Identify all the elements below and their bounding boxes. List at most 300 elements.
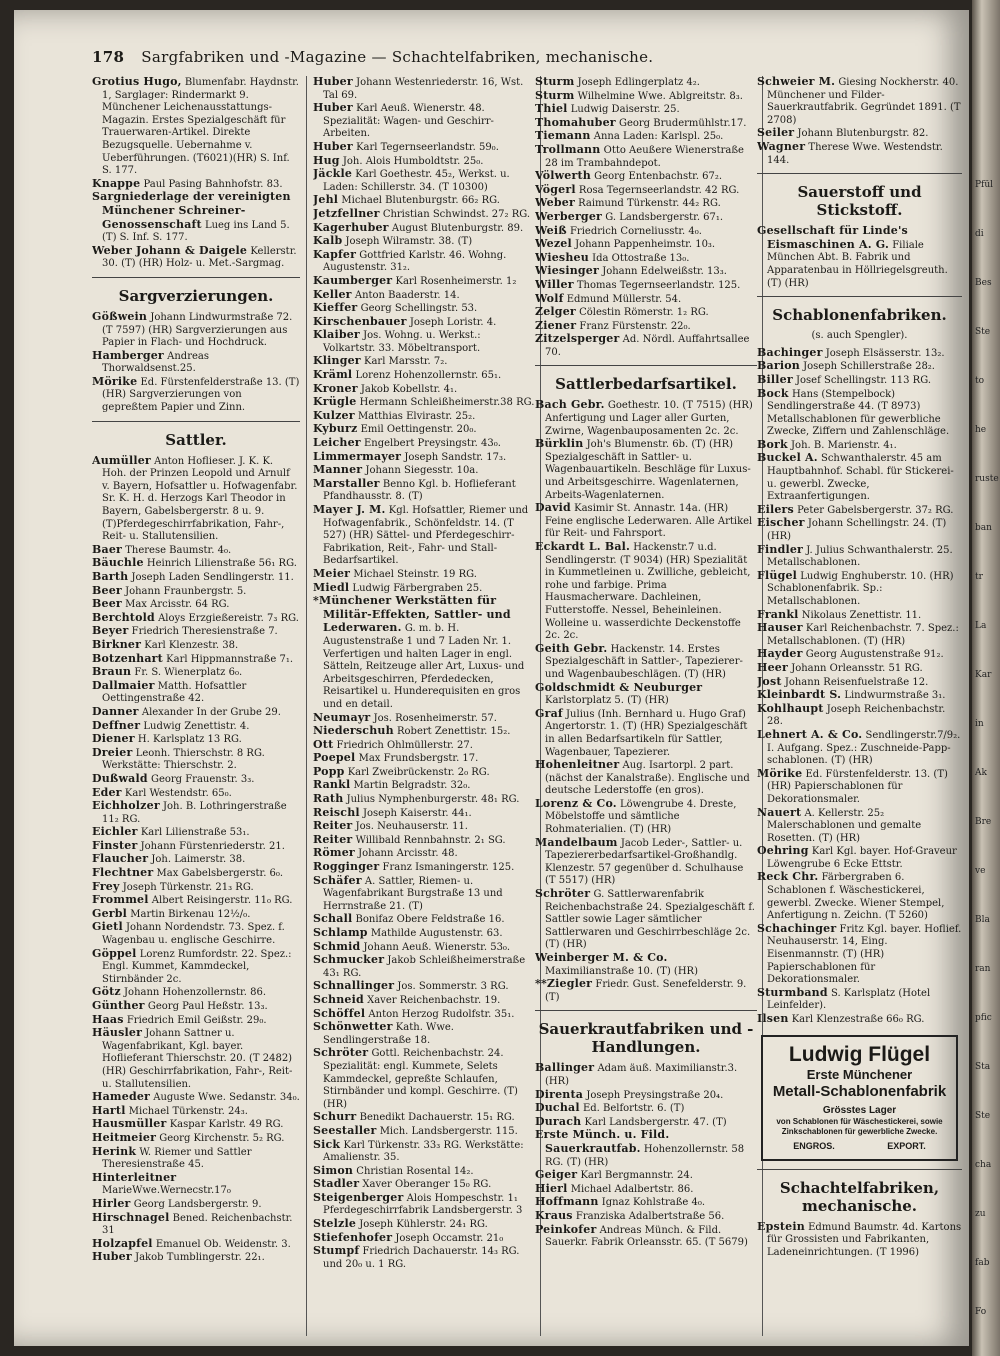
directory-entry <box>92 1118 300 1132</box>
entry-details: Raimund Türkenstr. 44₂ RG. <box>578 198 721 210</box>
directory-entry <box>92 1027 300 1091</box>
directory-entry <box>313 820 535 834</box>
entry-name: Römer <box>313 846 355 860</box>
entry-details: Georg Entenbachstr. 67₂. <box>594 171 723 183</box>
entry-name: Limmermayer <box>313 449 402 463</box>
directory-entry <box>535 399 757 438</box>
entry-details: Max Arcisstr. 64 RG. <box>125 599 230 611</box>
entry-details: Michael Blutenburgstr. 66₂ RG. <box>341 195 500 207</box>
directory-entry <box>313 941 535 955</box>
edge-fragment: Kar <box>975 670 992 680</box>
edge-fragment: ve <box>975 866 986 876</box>
entry-details: A. Kellerstr. 25₂ Malerschablonen und gemalte Rosetten. (T) (HR) <box>767 807 922 844</box>
directory-entry <box>313 927 535 941</box>
edge-fragment: Fo <box>975 1307 987 1317</box>
entry-details: Joseph Edlingerplatz 4₂. <box>577 77 700 88</box>
entry-details: Michael Türkenstr. 24₃. <box>128 1105 248 1117</box>
ad-footer-right: EXPORT. <box>887 1141 926 1152</box>
entry-details: Karl Goethestr. 45₂, Werkst. u. Laden: Schillerstr. 34. (T 10300) <box>323 169 510 193</box>
edge-fragment: fab <box>975 1258 990 1268</box>
directory-entry <box>313 779 535 793</box>
directory-entry <box>313 595 535 711</box>
directory-entry <box>92 1132 300 1146</box>
entry-name: Zitzelsperger <box>535 332 620 346</box>
entry-name: Bäuchle <box>92 556 144 570</box>
entry-details: Joseph Preysingstraße 20₄. <box>586 1089 724 1101</box>
entry-name: Thomahuber <box>535 115 616 129</box>
entry-details: H. Karlsplatz 13 RG. <box>137 734 242 746</box>
entry-name: Kalb <box>313 234 343 248</box>
directory-entry <box>92 1172 300 1198</box>
entry-details: Aloys Erzgießereistr. 7₃ RG. <box>158 612 299 624</box>
entry-details: Ignaz Kohlstraße 4₀. <box>601 1197 706 1209</box>
directory-entry <box>92 1014 300 1028</box>
entry-name: Bach Gebr. <box>535 398 605 412</box>
section-heading: Schachtelfabriken, mechanische. <box>779 1178 940 1215</box>
directory-entry <box>313 355 535 369</box>
directory-entry <box>535 130 757 144</box>
edge-fragment: Ak <box>975 768 987 778</box>
entry-name: Jetzfellner <box>313 206 380 220</box>
entry-name: Mörike <box>757 766 803 780</box>
entry-name: Frankl <box>757 607 799 621</box>
entry-name: Huber <box>313 101 353 115</box>
entry-details: Alois Hompeschstr. 1₁ Pferdegeschirrfabrik Landsbergerstr. 3 <box>323 1192 523 1217</box>
entry-details: Joseph Reichenbachstr. 28. <box>767 703 946 728</box>
entry-details: Edmund Müllerstr. 54. <box>566 293 682 305</box>
entry-name: Schröter <box>535 887 591 901</box>
entry-details: Georg Brudermühlstr.17. <box>618 117 747 129</box>
entry-details: Hermann Schleißheimerstr.38 RG. <box>359 397 535 409</box>
entry-name: Kagerhuber <box>313 220 389 234</box>
entry-details: Joh. B. Marienstr. 4₁. <box>791 439 897 451</box>
directory-entry <box>535 438 757 502</box>
entry-details: Johann Orleansstr. 51 RG. <box>791 662 923 674</box>
directory-entry <box>757 127 962 141</box>
entry-details: Karl Kgl. bayer. Hof-Graveur Löwengrube 6 Ecke Ettstr. <box>767 846 957 870</box>
entry-name: Ballinger <box>535 1061 595 1075</box>
entry-details: G. Landsbergerstr. 67₁. <box>605 211 724 223</box>
directory-entry <box>313 369 535 383</box>
directory-entry <box>757 689 962 703</box>
section-heading: Sauerkrautfabriken und -Handlungen. <box>538 1020 754 1057</box>
entry-details: Edmund Baumstr. 4d. Kartons für Grossisten und Fabrikanten, Ladeneinrichtungen. (T 1996) <box>767 1221 962 1258</box>
entry-details: Paul Pasing Bahnhofstr. 83. <box>143 178 283 190</box>
directory-entry <box>92 1198 300 1212</box>
entry-name: Wagner <box>757 139 806 153</box>
entry-details: Johann Hohenzollernstr. 86. <box>124 987 266 999</box>
adjacent-page-edge <box>972 0 1000 1356</box>
directory-entry <box>535 333 757 359</box>
edge-fragment: Ste <box>975 1111 991 1121</box>
entry-details: Johann Pappenheimstr. 10₃. <box>575 239 716 251</box>
directory-entry <box>92 311 300 350</box>
entry-name: David <box>535 501 571 515</box>
entry-name: Flechtner <box>92 866 154 880</box>
entry-details: Joseph Loristr. 4. <box>409 316 497 328</box>
entry-name: Biller <box>757 372 793 386</box>
directory-entry <box>757 807 962 846</box>
edge-fragment: Bre <box>975 817 992 827</box>
edge-fragment: ruste <box>975 474 999 484</box>
entry-details: Lueg ins Land 5. (T) S. Inf. S. 177. <box>102 219 290 244</box>
entry-details: Willibald Rennbahnstr. 2₁ SG. <box>355 834 506 846</box>
entry-details: Aug. Isartorpl. 2 part. (nächst der Kanalstraße). Englische und deutsche Lederstoffe (en gros). <box>545 760 750 797</box>
section-heading: Schablonenfabriken. <box>772 306 947 325</box>
ad-business-type: Metall-Schablonenfabrik <box>772 1082 947 1100</box>
entry-details: Karl Klenzestraße 66₀ RG. <box>791 1014 925 1025</box>
directory-entry <box>313 1245 535 1271</box>
directory-entry <box>92 178 300 192</box>
entry-name: Flügel <box>757 568 798 582</box>
directory-entry <box>313 766 535 780</box>
ad-footer <box>767 1140 952 1153</box>
entry-details: Friedrich Ohlmüllerstr. 27. <box>336 739 473 751</box>
entry-details: Ad. Nördl. Auffahrtsallee 70. <box>545 334 750 358</box>
directory-entry <box>535 1062 757 1088</box>
directory-entry <box>313 76 535 102</box>
entry-details: Joh. Alois Humboldtstr. 25₀. <box>342 155 484 167</box>
entry-details: Jos. Sommerstr. 3 RG. <box>397 981 509 993</box>
directory-entry <box>313 1111 535 1125</box>
entry-name: Oehring <box>757 844 809 858</box>
entry-details: Leonh. Thierschstr. 8 RG. Werkstätte: Thierschstr. 2. <box>102 747 265 772</box>
entry-name: Völwerth <box>535 169 591 183</box>
directory-entry <box>313 275 535 289</box>
entry-details: Johann Fürstenriederstr. 21. <box>140 840 285 852</box>
edge-fragment: cha <box>975 1160 992 1170</box>
entry-details: Julius Nymphenburgerstr. 48₁ RG. <box>346 794 520 806</box>
entry-name: Kirschenbauer <box>313 314 407 328</box>
entry-details: Otto Aeußere Wienerstraße 28 im Trambahndepot. <box>545 144 744 169</box>
entry-name: Stadler <box>313 1177 360 1191</box>
directory-entry <box>313 155 535 169</box>
entry-details: Mich. Landsbergerstr. 115. <box>379 1125 518 1137</box>
directory-entry <box>313 1021 535 1047</box>
entry-details: Joseph Kühlerstr. 24₁ RG. <box>359 1219 488 1231</box>
entry-details: Kgl. Hofsattler, Riemer und Hofwagenfabrik., Schönfeldstr. 14. (T 527) (HR) Sättel- und Pferdegeschirr-Fabrikation, Reit-, Fahr- und Stall-Bedarfsartikel. <box>323 505 529 567</box>
entry-name: Durach <box>535 1114 582 1128</box>
entry-name: Sturmband <box>757 985 828 999</box>
entry-details: Joh. B. Lothringerstraße 11₂ RG. <box>102 801 287 825</box>
entry-name: Haas <box>92 1012 124 1026</box>
directory-entry <box>313 1218 535 1232</box>
entry-name: Sargniederlage der vereinigten Münchener Schreiner-Genossenschaft <box>92 190 291 231</box>
directory-entry <box>535 144 757 170</box>
entry-name: *Münchener Werkstätten für Militär-Effekten, Sattler- und Lederwaren. <box>313 594 511 635</box>
section-rule <box>757 1169 962 1170</box>
directory-entry <box>92 612 300 626</box>
entry-name: Wezel <box>535 237 572 251</box>
entry-name: Reischl <box>313 805 360 819</box>
entry-name: Dallmaier <box>92 678 155 692</box>
directory-entry <box>92 557 300 571</box>
entry-name: Findler <box>757 542 804 556</box>
directory-entry <box>757 439 962 453</box>
entry-details: S. Karlsplatz (Hotel Leinfelder). <box>767 987 931 1012</box>
entry-details: Anton Baaderstr. 14. <box>354 289 460 301</box>
entry-name: Hierl <box>535 1181 568 1195</box>
entry-details: Sendlingerstr.7/9₂. I. Aufgang. Spez.: Zuschneide-Papp-schablonen. (T) (HR) <box>767 729 961 767</box>
entry-details: Hans (Stempelbock) Sendlingerstraße 44. (T 8973) Metallschablonen für gewerbliche Zwecke, Ziffern und Zahlenschläge. <box>767 388 950 438</box>
directory-entry <box>535 1224 757 1250</box>
directory-entry <box>313 208 535 222</box>
entry-name: Kulzer <box>313 408 355 422</box>
entry-details: Rosa Tegernseerlandstr. 42 RG. <box>578 184 740 196</box>
directory-entry <box>313 807 535 821</box>
entry-name: Flaucher <box>92 852 149 866</box>
directory-entry <box>535 265 757 279</box>
directory-entry <box>757 703 962 729</box>
directory-entry <box>757 871 962 922</box>
directory-entry <box>313 194 535 208</box>
entry-details: Karlstorplatz 5. (T) (HR) <box>545 695 669 707</box>
directory-entry <box>313 994 535 1008</box>
directory-entry <box>535 1169 757 1183</box>
directory-entry <box>92 653 300 667</box>
entry-name: Schmid <box>313 939 361 953</box>
entry-name: Mandelbaum <box>535 835 618 849</box>
directory-entry <box>313 980 535 994</box>
entry-details: Karl Rosenheimerstr. 1₂ <box>395 275 517 287</box>
directory-entry <box>313 1232 535 1246</box>
entry-details: Michael Steinstr. 19 RG. <box>353 568 477 580</box>
entry-details: August Blutenburgstr. 89. <box>391 222 524 234</box>
section-rule <box>92 277 300 278</box>
entry-name: Bock <box>757 386 789 400</box>
directory-entry <box>313 302 535 316</box>
directory-entry <box>313 222 535 236</box>
directory-entry <box>92 1212 300 1238</box>
directory-entry <box>92 747 300 773</box>
entry-name: Klaiber <box>313 328 360 342</box>
directory-entry <box>92 191 300 244</box>
directory-entry <box>92 800 300 826</box>
directory-entry <box>535 238 757 252</box>
entry-details: Xaver Reichenbachstr. 19. <box>367 994 501 1006</box>
entry-name: Götz <box>92 985 121 999</box>
directory-entry <box>313 316 535 330</box>
entry-name: Gerbl <box>92 906 128 920</box>
edge-fragment: Pfül <box>975 180 994 190</box>
entry-name: Bachinger <box>757 345 823 359</box>
section-note: (s. auch Spengler). <box>811 330 908 342</box>
entry-name: Schurr <box>313 1110 357 1124</box>
entry-name: Geith Gebr. <box>535 641 608 655</box>
entry-details: Johann Nordendstr. 73. Spez. f. Wagenbau u. englische Geschirre. <box>102 922 285 947</box>
column-4 <box>757 76 962 1341</box>
directory-entry <box>535 1089 757 1103</box>
directory-entry <box>535 978 757 1004</box>
entry-details: Karl Reichenbachstr. 7. Spez.: Metallschablonen. (T) (HR) <box>767 623 959 647</box>
directory-entry <box>535 76 757 90</box>
directory-entry <box>757 570 962 609</box>
entry-details: Joseph Schillerstraße 28₂. <box>803 361 935 373</box>
directory-entry <box>92 733 300 747</box>
entry-name: Simon <box>313 1163 354 1177</box>
entry-details: Johann Arcisstr. 48. <box>358 848 458 860</box>
directory-entry <box>92 706 300 720</box>
entry-name: Rogginger <box>313 860 380 874</box>
entry-details: Therese Baumstr. 4₀. <box>125 544 232 556</box>
entry-name: Epstein <box>757 1219 805 1233</box>
column-2 <box>313 76 535 1341</box>
entry-name: Leicher <box>313 436 361 450</box>
entry-name: Nauert <box>757 805 802 819</box>
entry-details: Cölestin Römerstr. 1₂ RG. <box>579 307 709 319</box>
entry-details: Fritz Kgl. bayer. Hoflief. Neuhauserstr. 14, Eing. Eisenmannstr. (T) (HR) Papierschablonen für Dekorationsmaler. <box>767 923 962 986</box>
entry-details: Friedrich Theresienstraße 7. <box>131 626 278 638</box>
entry-name: Ott <box>313 737 334 751</box>
ad-description: von Schablonen für Wäschestickerei, sowie Zinkschablonen für gewerbliche Zwecke. <box>776 1117 943 1137</box>
directory-entry <box>535 952 757 978</box>
directory-entry <box>313 954 535 980</box>
directory-entry <box>757 544 962 570</box>
entry-name: Gößwein <box>92 309 148 323</box>
directory-entry <box>92 948 300 987</box>
entry-details: Jos. Neuhauserstr. 11. <box>355 821 468 833</box>
entry-name: Huber <box>313 139 353 153</box>
directory-entry <box>313 861 535 875</box>
directory-entry <box>92 376 300 415</box>
directory-entry <box>313 249 535 275</box>
entry-name: Bürklin <box>535 437 584 451</box>
entry-details: Andreas Münch. & Fild. Sauerkr. Fabrik Orleansstr. 65. (T 5679) <box>545 1224 748 1249</box>
entry-name: Lorenz & Co. <box>535 796 617 810</box>
entry-details: Jos. Wohng. u. Werkst.: Volkartstr. 33. Möbeltransport. <box>323 330 481 354</box>
directory-entry <box>535 320 757 334</box>
entry-name: Schröter <box>313 1046 369 1060</box>
entry-details: Julius (Inh. Bernhard u. Hugo Graf) Angertorstr. 1. (T) (HR) Spezialgeschäft in allen Bedarfsartikeln für Sattler, Wagenbauer, Tapezierer. <box>545 708 748 758</box>
directory-entry <box>757 648 962 662</box>
entry-details: W. Riemer und Sattler Theresienstraße 45. <box>102 1146 252 1171</box>
entry-name: Danner <box>92 704 139 718</box>
directory-entry <box>757 676 962 690</box>
entry-details: Ludwig Färbergraben 25. <box>352 582 483 594</box>
directory-entry <box>92 455 300 544</box>
directory-entry <box>313 102 535 141</box>
directory-entry <box>92 571 300 585</box>
entry-details: Schwanthalerstr. 45 am Hauptbahnhof. Schabl. für Stickerei- u. gewerbl. Zwecke, Extraanfertigungen. <box>767 453 954 503</box>
entry-name: Häusler <box>92 1026 143 1040</box>
entry-details: Anton Herzog Rudolfstr. 35₁. <box>368 1008 515 1020</box>
directory-entry <box>92 625 300 639</box>
edge-fragment: Bla <box>975 915 990 925</box>
entry-details: Karl Hippmannstraße 7₁. <box>166 653 294 665</box>
entry-name: Schönwetter <box>313 1020 393 1034</box>
entry-name: Schweier M. <box>757 76 836 88</box>
directory-entry <box>92 986 300 1000</box>
entry-name: Seestaller <box>313 1123 377 1137</box>
entry-name: Vögerl <box>535 182 576 196</box>
entry-name: Weber <box>535 196 575 210</box>
directory-entry <box>535 252 757 266</box>
edge-fragment: Bes <box>975 278 992 288</box>
directory-entry <box>313 834 535 848</box>
directory-entry <box>92 720 300 734</box>
entry-name: Beer <box>92 597 122 611</box>
entry-name: Huber <box>92 1250 132 1264</box>
directory-entry <box>757 1013 962 1027</box>
entry-name: Wiesinger <box>535 264 599 278</box>
directory-entry <box>92 76 300 178</box>
entry-name: Herink <box>92 1144 137 1158</box>
entry-name: Rankl <box>313 778 351 792</box>
entry-name: Marstaller <box>313 476 380 490</box>
directory-entry <box>313 423 535 437</box>
directory-entry <box>313 1139 535 1165</box>
directory-entry <box>313 464 535 478</box>
entry-details: Emil Oettingenstr. 20₀. <box>360 424 477 436</box>
directory-entry <box>535 293 757 307</box>
entry-name: Gietl <box>92 920 123 934</box>
entry-name: Klinger <box>313 354 361 368</box>
directory-entry <box>92 598 300 612</box>
entry-details: Christian Schwindst. 27₂ RG. <box>382 208 531 220</box>
entry-details: Goethestr. 10. (T 7515) (HR) Anfertigung und Lager aller Gurten, Zwirne, Wagenbauposamenten 2c. 2c. <box>545 400 753 437</box>
entry-details: Ida Ottostraße 13₀. <box>592 252 690 264</box>
ad-company-name: Ludwig Flügel <box>788 1042 931 1066</box>
entry-name: Heitmeier <box>92 1130 157 1144</box>
directory-entry <box>92 680 300 706</box>
directory-page <box>14 10 969 1346</box>
entry-name: Thiel <box>535 102 568 116</box>
section-rule <box>757 296 962 297</box>
directory-entry <box>535 170 757 184</box>
entry-details: Jakob Kobellstr. 4₁. <box>360 383 458 395</box>
directory-entry <box>92 908 300 922</box>
directory-entry <box>535 1183 757 1197</box>
directory-entry <box>757 729 962 768</box>
directory-entry <box>313 1125 535 1139</box>
entry-details: Kasimir St. Annastr. 14a. (HR) Feine englische Lederwaren. Alle Artikel für Reit- und Fahrsport. <box>545 503 753 540</box>
edge-fragment: to <box>975 376 985 386</box>
entry-name: Mayer J. M. <box>313 503 386 516</box>
entry-details: Friedrich Corneliusstr. 4₀. <box>569 225 702 237</box>
edge-fragment: ban <box>975 523 992 533</box>
entry-name: Botzenhart <box>92 651 163 665</box>
entry-details: Joseph Wilramstr. 38. (T) <box>345 236 473 248</box>
directory-entry <box>92 1105 300 1119</box>
section-rule <box>535 1010 757 1011</box>
directory-entry <box>313 568 535 582</box>
directory-entry <box>757 768 962 807</box>
entry-name: Eischer <box>757 516 805 530</box>
directory-entry <box>757 388 962 439</box>
entry-details: Friedr. Gust. Senefelderstr. 9. (T) <box>545 979 747 1003</box>
entry-name: Eichholzer <box>92 799 160 813</box>
entry-name: Stumpf <box>313 1244 360 1258</box>
entry-name: Kohlhaupt <box>757 701 824 715</box>
entry-name: Kapfer <box>313 247 357 261</box>
entry-details: Karl Tegernseerlandstr. 59₀. <box>356 141 499 153</box>
directory-entry <box>535 197 757 211</box>
entry-name: Poepel <box>313 751 356 765</box>
entry-details: Karl Landsbergerstr. 47. (T) <box>584 1116 727 1128</box>
entry-details: Martin Birkenau 12½/₀. <box>130 908 251 920</box>
directory-entry <box>92 350 300 376</box>
entry-details: Lorenz Hohenzollernstr. 65₁. <box>355 370 502 382</box>
edge-fragment: zu <box>975 1209 986 1219</box>
directory-entry <box>92 245 300 271</box>
entry-name: Eder <box>92 785 122 799</box>
directory-entry <box>313 1165 535 1179</box>
column-divider <box>306 76 307 1336</box>
directory-entry <box>92 639 300 653</box>
entry-details: Ludwig Enghuberstr. 10. (HR) Schablonenfabrik. Sp.: Metallschablonen. <box>767 570 954 607</box>
entry-details: Auguste Wwe. Sedanstr. 34₀. <box>153 1092 300 1104</box>
directory-entry <box>535 502 757 541</box>
